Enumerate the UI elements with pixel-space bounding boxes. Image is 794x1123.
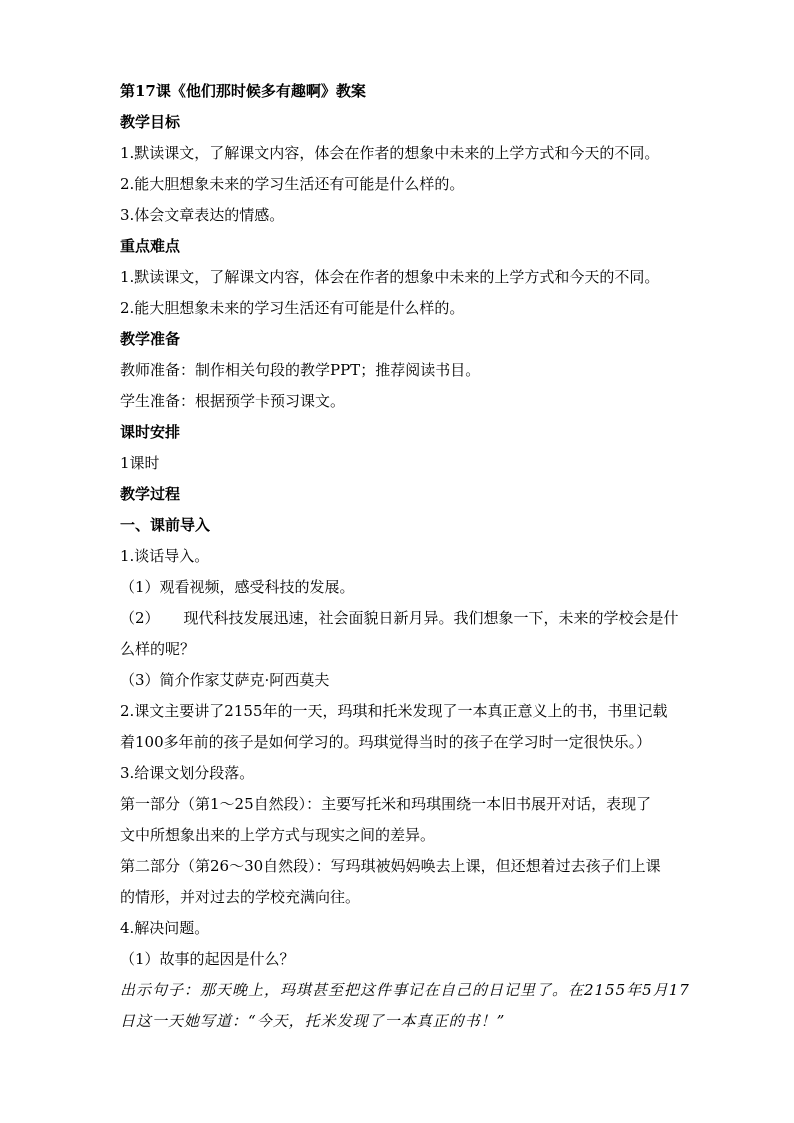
quote-text: 出示句子：那天晚上，玛琪甚至把这件事记在自己的日记里了。在2155年5月17 bbox=[120, 981, 690, 999]
process-heading: 教学过程 bbox=[120, 485, 181, 503]
process-paragraph-continued: 的情形，并对过去的学校充满向往。 bbox=[120, 888, 361, 906]
goal-item: 3.体会文章表达的情感。 bbox=[120, 206, 285, 224]
process-paragraph: 1.谈话导入。 bbox=[120, 547, 210, 565]
goal-item: 1.默读课文，了解课文内容，体会在作者的想象中未来的上学方式和今天的不同。 bbox=[120, 144, 660, 162]
process-paragraph: （1）观看视频，感受科技的发展。 bbox=[120, 578, 355, 596]
schedule-value: 1课时 bbox=[120, 454, 160, 472]
process-paragraph: 4.解决问题。 bbox=[120, 919, 210, 937]
prep-item: 教师准备：制作相关句段的教学PPT；推荐阅读书目。 bbox=[120, 361, 481, 379]
key-item: 2.能大胆想象未来的学习生活还有可能是什么样的。 bbox=[120, 299, 465, 317]
process-paragraph-continued: 着100多年前的孩子是如何学习的。玛琪觉得当时的孩子在学习时一定很快乐。） bbox=[120, 733, 652, 751]
prep-heading: 教学准备 bbox=[120, 330, 181, 348]
schedule-heading: 课时安排 bbox=[120, 423, 181, 441]
process-paragraph: 第二部分（第26～30自然段）：写玛琪被妈妈唤去上课，但还想着过去孩子们上课 bbox=[120, 857, 661, 875]
prep-item: 学生准备：根据预学卡预习课文。 bbox=[120, 392, 346, 410]
process-paragraph: 第一部分（第1～25自然段）：主要写托米和玛琪围绕一本旧书展开对话，表现了 bbox=[120, 795, 652, 813]
process-paragraph bbox=[120, 603, 704, 634]
process-paragraph-continued: 文中所想象出来的上学方式与现实之间的差异。 bbox=[120, 826, 436, 844]
process-paragraph: （3）简介作家艾萨克·阿西莫夫 bbox=[120, 671, 330, 689]
lesson-plan-body bbox=[120, 76, 704, 1037]
process-paragraph: 2.课文主要讲了2155年的一天，玛琪和托米发现了一本真正意义上的书，书里记载 bbox=[120, 702, 668, 720]
quote-text-continued: 日这一天她写道：“今天，托米发现了一本真正的书！” bbox=[120, 1012, 506, 1030]
process-paragraph: （1）故事的起因是什么？ bbox=[120, 950, 295, 968]
item-text: 现代科技发展迅速，社会面貌日新月异。我们想象一下，未来的学校会是什 bbox=[183, 609, 679, 627]
item-label: （2） bbox=[120, 609, 160, 627]
document-title: 第17课《他们那时候多有趣啊》教案 bbox=[120, 82, 366, 100]
process-paragraph-continued: 么样的呢？ bbox=[120, 640, 196, 658]
key-heading: 重点难点 bbox=[120, 237, 181, 255]
part1-heading: 一、课前导入 bbox=[120, 516, 211, 534]
process-paragraph: 3.给课文划分段落。 bbox=[120, 764, 255, 782]
goal-item: 2.能大胆想象未来的学习生活还有可能是什么样的。 bbox=[120, 175, 465, 193]
goals-heading: 教学目标 bbox=[120, 113, 181, 131]
key-item: 1.默读课文，了解课文内容，体会在作者的想象中未来的上学方式和今天的不同。 bbox=[120, 268, 660, 286]
